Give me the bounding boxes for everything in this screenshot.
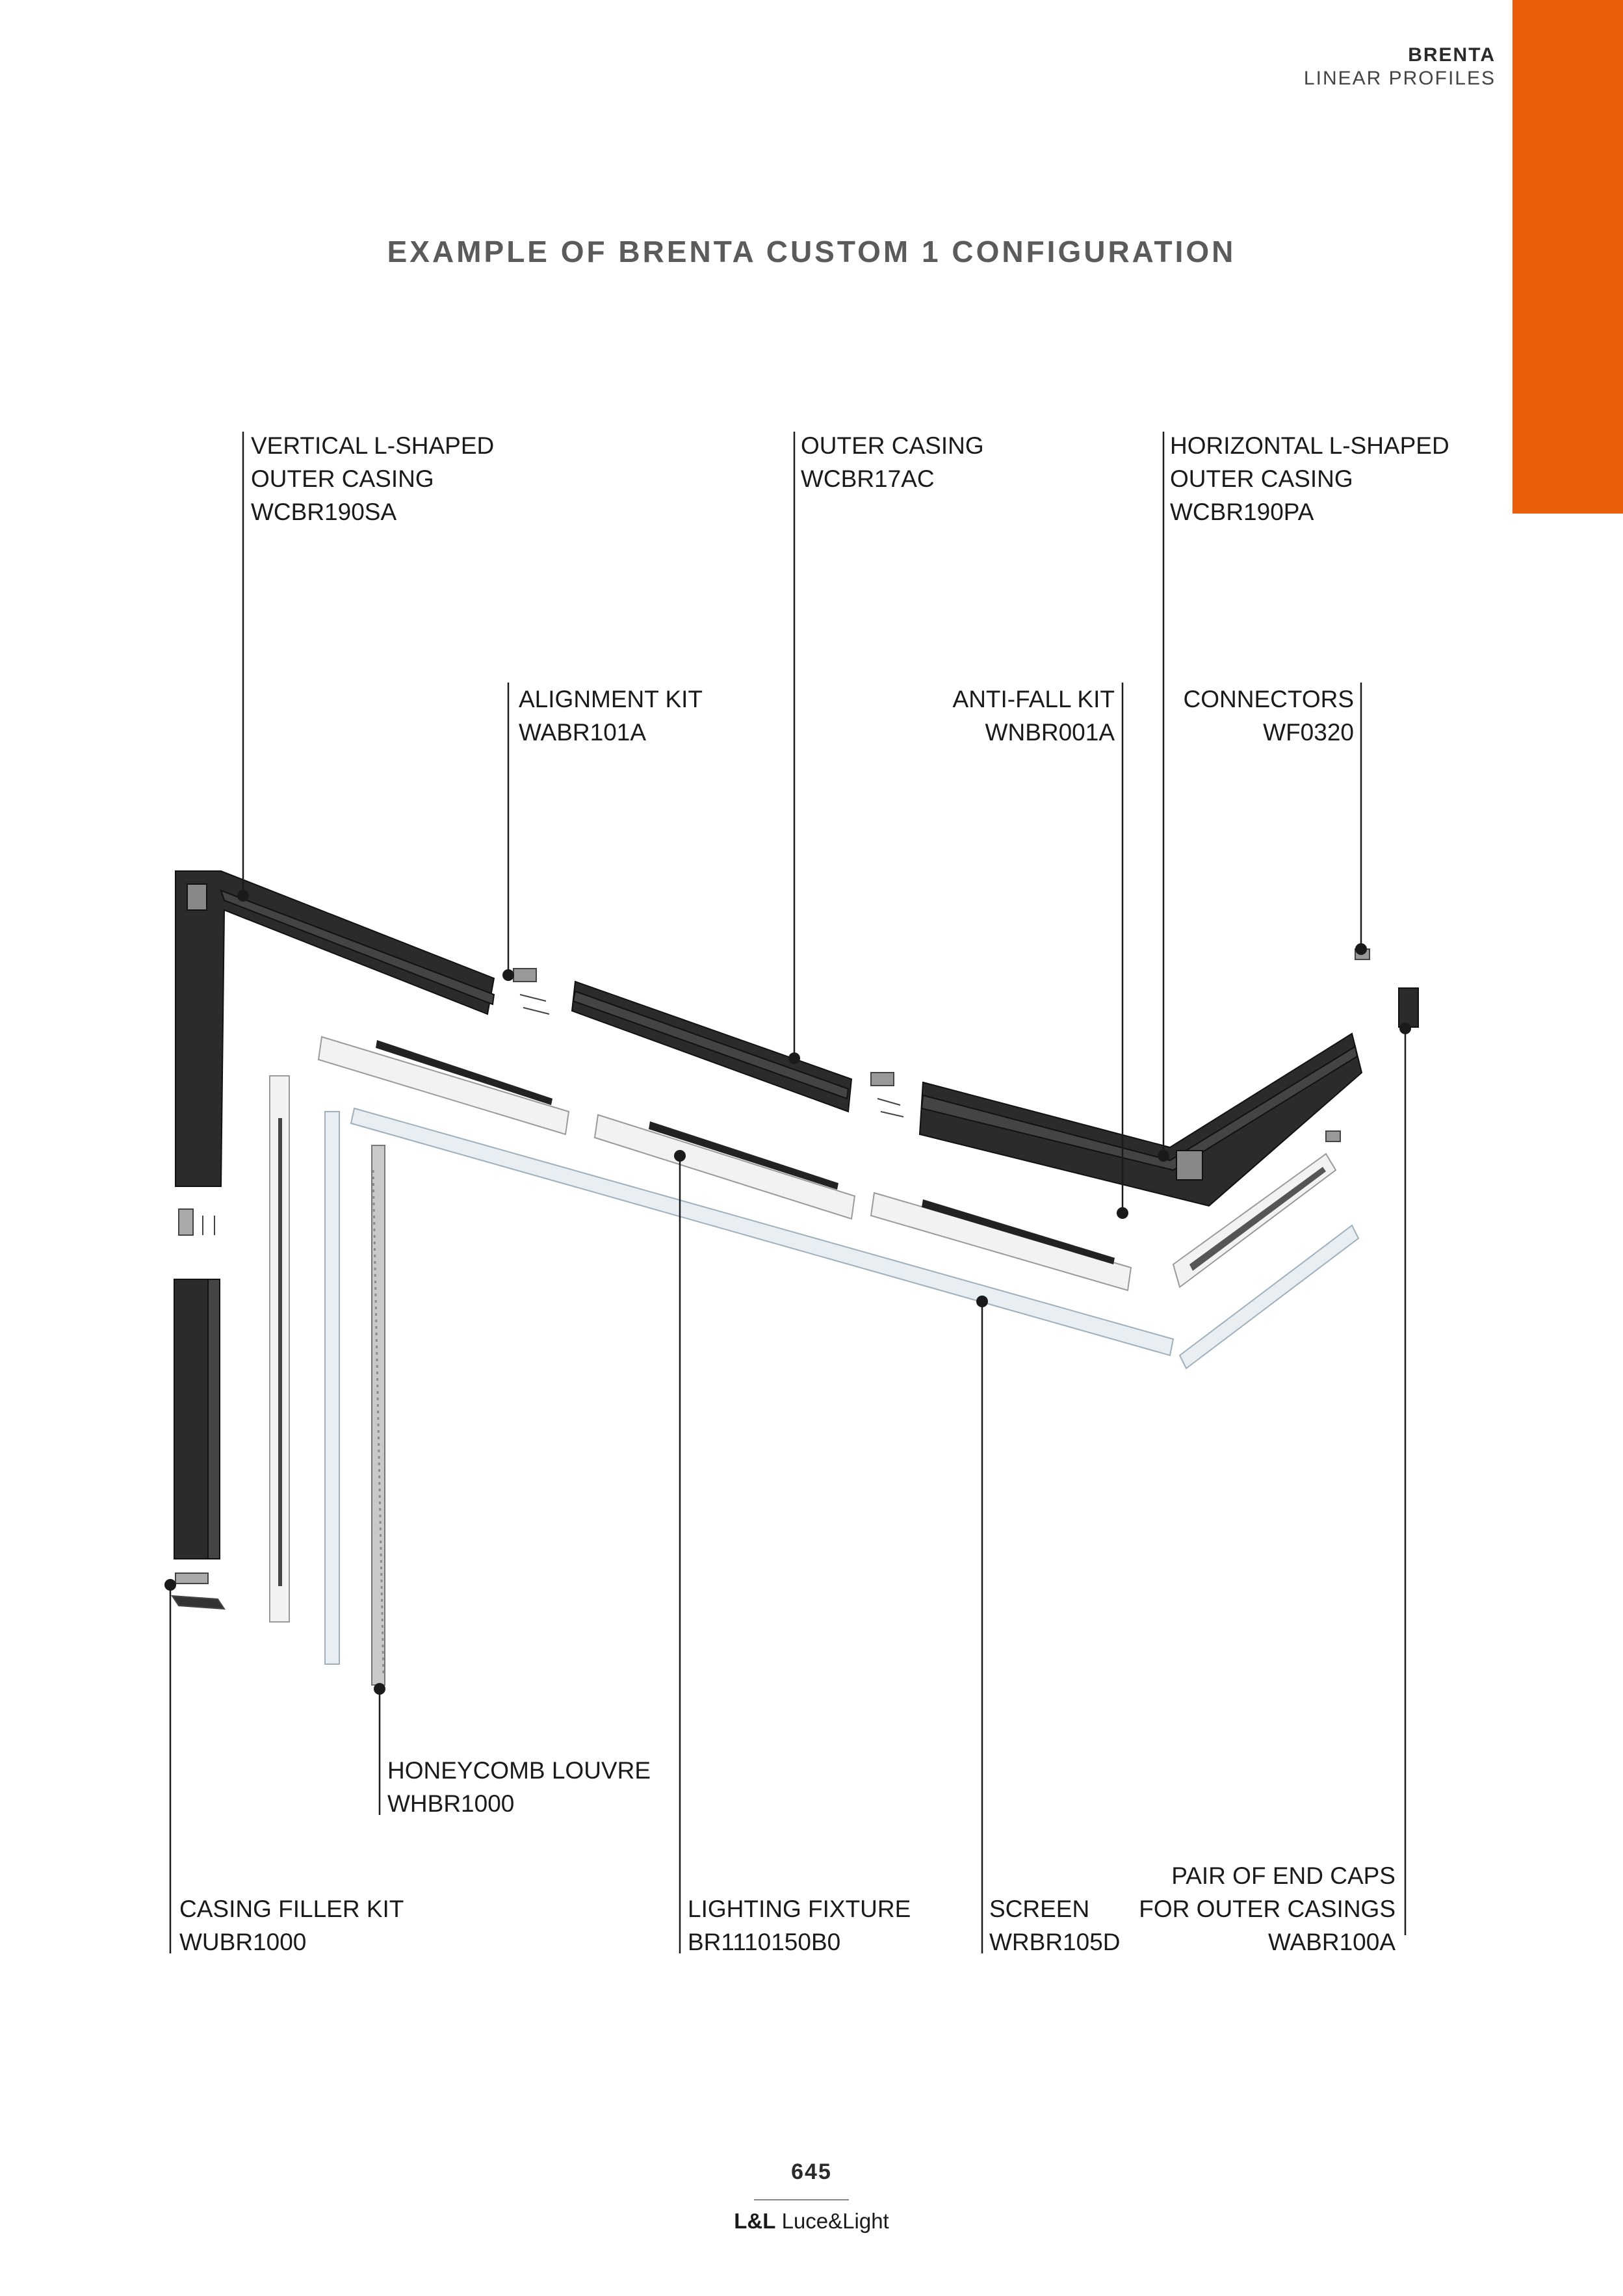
- leader-dots: [164, 890, 1411, 1695]
- page-number-rule: [754, 2199, 849, 2200]
- end-cap: [1399, 988, 1418, 1027]
- label-outer-casing: OUTER CASING WCBR17AC: [801, 432, 984, 492]
- honeycomb-louvre: [372, 1145, 385, 1685]
- page-number: 645: [791, 2159, 832, 2184]
- lighting-fixtures: [270, 1037, 1336, 1622]
- header-section: LINEAR PROFILES: [1303, 68, 1496, 89]
- label-vertical-casing: VERTICAL L-SHAPED OUTER CASING WCBR190SA: [251, 432, 495, 525]
- footer-brand-mark: L&L: [734, 2209, 776, 2233]
- header-brand: BRENTA: [1408, 44, 1496, 66]
- label-anti-fall-kit: ANTI-FALL KIT WNBR001A: [952, 686, 1115, 746]
- label-end-caps: PAIR OF END CAPS FOR OUTER CASINGS WABR100A: [1139, 1862, 1396, 1955]
- label-screen: SCREEN WRBR105D: [989, 1896, 1121, 1955]
- label-honeycomb-louvre: HONEYCOMB LOUVRE WHBR1000: [387, 1757, 651, 1817]
- label-casing-filler-kit: CASING FILLER KIT WUBR1000: [179, 1896, 404, 1955]
- label-horizontal-casing: HORIZONTAL L-SHAPED OUTER CASING WCBR190PA: [1170, 432, 1449, 525]
- outer-casing-straight: [572, 982, 851, 1112]
- label-lighting-fixture: LIGHTING FIXTURE BR1110150B0: [688, 1896, 911, 1955]
- lower-vertical-casing: [174, 1279, 220, 1559]
- page-title: EXAMPLE OF BRENTA CUSTOM 1 CONFIGURATION: [387, 235, 1236, 268]
- footer-brand: [0, 2209, 1623, 2234]
- label-connectors: CONNECTORS WF0320: [1183, 686, 1354, 746]
- footer-brand-name: Luce&Light: [781, 2209, 889, 2233]
- label-alignment-kit: ALIGNMENT KIT WABR101A: [519, 686, 703, 746]
